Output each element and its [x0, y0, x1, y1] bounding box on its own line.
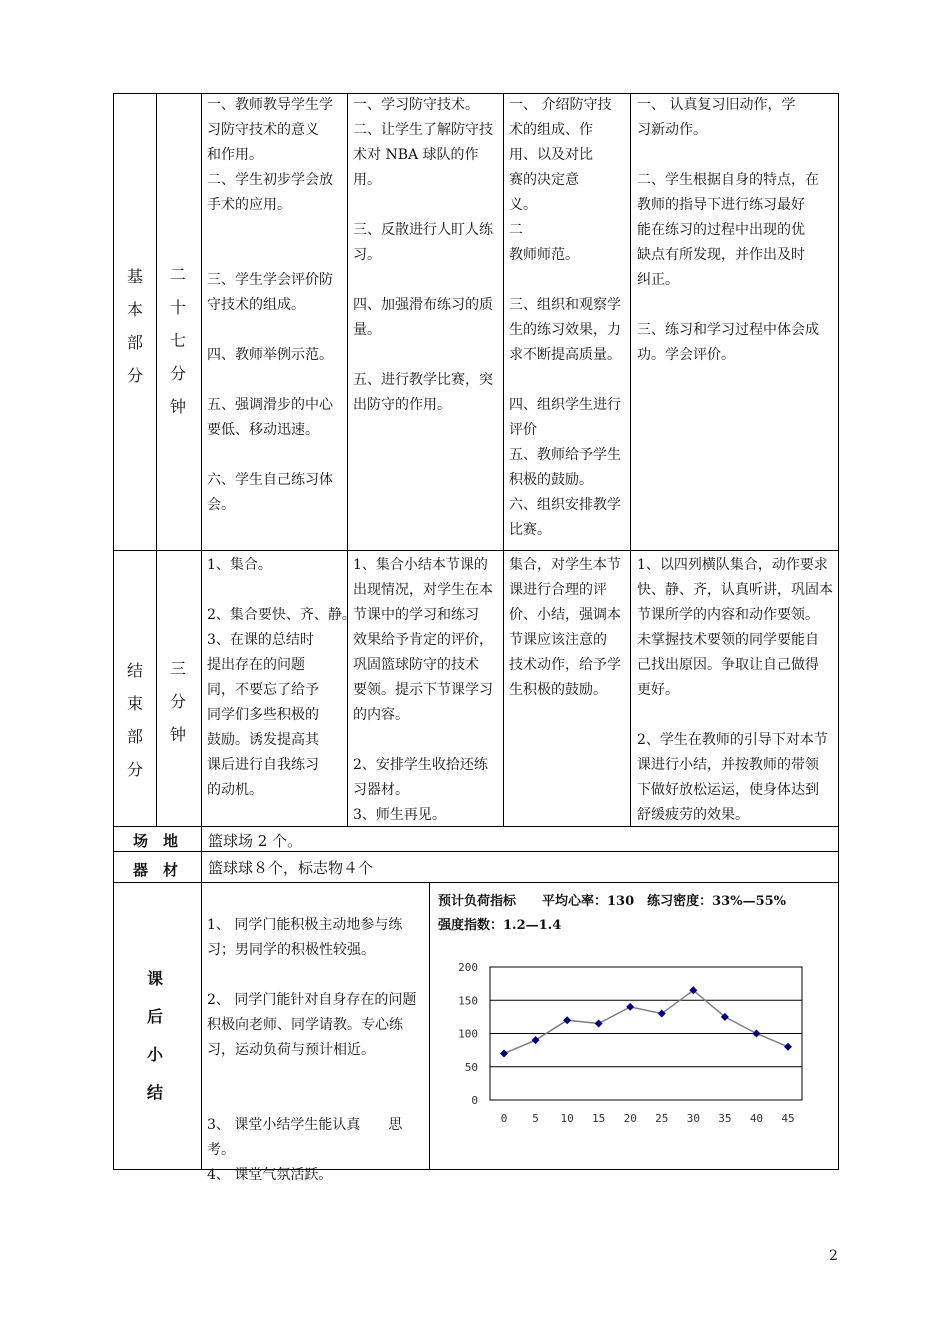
text-line: 3、在课的总结时 [207, 632, 314, 648]
data-point [595, 1020, 603, 1028]
text-line: 技术动作，给予学 [509, 657, 621, 673]
y-tick-label: 50 [464, 1060, 478, 1074]
text-line: 一、教师教导学生学 [207, 97, 333, 113]
text-line: 同，不要忘了给予 [207, 682, 319, 698]
text-line: 2、 同学门能针对自身存在的问题 [207, 992, 417, 1008]
text-line: 集合，对学生本节 [509, 557, 621, 573]
summary-text [207, 913, 416, 1188]
text-line: 1、 同学门能积极主动地参与练 [207, 917, 403, 933]
text-line: 己找出原因。争取让自己做得 [637, 657, 819, 673]
text-line: 求不断提高质量。 [509, 347, 621, 363]
text-line [353, 193, 493, 218]
text-line [207, 243, 333, 268]
text-line: 五、教师给予学生 [509, 447, 621, 463]
ending-student-methods [637, 553, 833, 828]
text-line: 一、学习防守技术。 [353, 97, 479, 113]
chart-header-line2: 强度指数：1.2—1.4 [438, 918, 562, 933]
x-tick-label: 30 [686, 1112, 700, 1125]
text-line: 纠正。 [637, 272, 679, 288]
text-line: 更好。 [637, 682, 679, 698]
summary-label: 课后小结 [146, 969, 163, 1102]
text-line [207, 318, 333, 343]
text-line: 用、以及对比 [509, 147, 593, 163]
basic-teacher-methods [509, 93, 621, 543]
text-line: 三、组织和观察学 [509, 297, 621, 313]
text-line: 要低、移动迅速。 [207, 422, 319, 438]
x-tick-label: 25 [655, 1112, 669, 1125]
text-line [207, 368, 333, 393]
text-line: 鼓励。诱发提高其 [207, 732, 319, 748]
text-line: 同学们多些积极的 [207, 707, 319, 723]
x-tick-label: 35 [718, 1112, 732, 1125]
text-line: 的动机。 [207, 782, 263, 798]
text-line [637, 703, 833, 728]
ending-teacher-methods [509, 553, 621, 703]
x-tick-label: 40 [749, 1112, 764, 1125]
text-line: 要领。提示下节课学习 [353, 682, 493, 698]
basic-student-methods [637, 93, 819, 368]
text-line: 五、进行教学比赛，突 [353, 372, 493, 388]
text-line: 节课应该注意的 [509, 632, 607, 648]
text-line: 比赛。 [509, 522, 551, 538]
y-tick-label: 0 [471, 1094, 478, 1107]
venue-label: 场 地 [133, 832, 179, 850]
data-point [626, 1003, 634, 1011]
ending-student-goals [353, 553, 493, 828]
text-line [207, 443, 333, 468]
text-line [509, 268, 621, 293]
text-line: 术对 NBA 球队的作 [353, 147, 479, 163]
text-line: 一、 介绍防守技 [509, 97, 612, 113]
text-line [207, 963, 416, 988]
heart-rate-chart [440, 955, 820, 1135]
text-line: 三、练习和学习过程中体会成 [637, 322, 819, 338]
text-line: 课后进行自我练习 [207, 757, 319, 773]
text-line: 生积极的鼓励。 [509, 682, 607, 698]
text-line [207, 218, 333, 243]
text-line: 1、集合。 [207, 557, 272, 573]
data-point [532, 1036, 540, 1044]
text-line: 1、以四列横队集合，动作要求 [637, 557, 828, 573]
text-line: 义。 [509, 197, 537, 213]
equipment-label: 器 材 [133, 861, 179, 879]
text-line: 习，运动负荷与预计相近。 [207, 1042, 375, 1058]
text-line: 四、教师举例示范。 [207, 347, 333, 363]
text-line: 巩固篮球防守的技术 [353, 657, 479, 673]
text-line: 教师的指导下进行练习最好 [637, 197, 805, 213]
text-line [353, 728, 493, 753]
text-line: 出现情况，对学生在本 [353, 582, 493, 598]
text-line: 评价 [509, 422, 537, 438]
text-line: 功。学会评价。 [637, 347, 735, 363]
y-tick-label: 150 [458, 994, 478, 1008]
text-line: 守技术的组成。 [207, 297, 305, 313]
text-line: 量。 [353, 322, 381, 338]
text-line: 的内容。 [353, 707, 409, 723]
text-line: 节课中的学习和练习 [353, 607, 479, 623]
text-line: 习；男同学的积极性较强。 [207, 942, 375, 958]
text-line: 2、学生在教师的引导下对本节 [637, 732, 828, 748]
text-line: 价、小结，强调本 [509, 607, 621, 623]
text-line: 课进行小结，并按教师的带领 [637, 757, 819, 773]
text-line: 出防守的作用。 [353, 397, 451, 413]
text-line: 和作用。 [207, 147, 263, 163]
text-line: 1、集合小结本节课的 [353, 557, 488, 573]
text-line: 舒缓疲劳的效果。 [637, 807, 749, 823]
basic-student-goals [353, 93, 493, 418]
text-line: 2、集合要快、齐、静。 [207, 607, 356, 623]
text-line [353, 343, 493, 368]
text-line: 习器材。 [353, 782, 409, 798]
text-line [207, 1088, 416, 1113]
text-line: 下做好放松运运，使身体达到 [637, 782, 819, 798]
text-line: 课进行合理的评 [509, 582, 607, 598]
text-line: 术的组成、作 [509, 122, 593, 138]
equipment-value: 篮球球８个，标志物４个 [208, 859, 374, 877]
x-tick-label: 5 [532, 1112, 539, 1125]
text-line: 习新动作。 [637, 122, 707, 138]
text-line: 生的练习效果，力 [509, 322, 621, 338]
text-line: 赛的决定意 [509, 172, 579, 188]
text-line [637, 293, 819, 318]
text-line: 二、学生根据自身的特点，在 [637, 172, 819, 188]
text-line: 六、学生自己练习体 [207, 472, 333, 488]
page-number: 2 [829, 1248, 838, 1264]
text-line: 2、安排学生收拾还练 [353, 757, 488, 773]
text-line: 未掌握技术要领的同学要能自 [637, 632, 819, 648]
text-line [207, 578, 356, 603]
basic-teacher-goals [207, 93, 333, 518]
text-line [353, 268, 493, 293]
y-tick-label: 100 [458, 1027, 478, 1041]
text-line: 习。 [353, 247, 381, 263]
y-tick-label: 200 [458, 961, 478, 974]
text-line: 能在练习的过程中出现的优 [637, 222, 805, 238]
text-line [509, 368, 621, 393]
text-line: 二、让学生了解防守技 [353, 122, 493, 138]
text-line: 考。 [207, 1142, 235, 1158]
text-line: 五、强调滑步的中心 [207, 397, 333, 413]
text-line: 会。 [207, 497, 235, 513]
text-line: 四、加强滑布练习的质 [353, 297, 493, 313]
text-line: 习防守技术的意义 [207, 122, 319, 138]
text-line [637, 143, 819, 168]
ending-time-label: 三分钟 [169, 659, 186, 744]
text-line: 三、反散进行人盯人练 [353, 222, 493, 238]
data-point [752, 1030, 760, 1038]
text-line: 积极向老师、同学请教。专心练 [207, 1017, 403, 1033]
text-line: 效果给予肯定的评价， [353, 632, 493, 648]
ending-teacher-goals [207, 553, 356, 803]
text-line: 3、 课堂小结学生能认真 思 [207, 1117, 403, 1133]
text-line [207, 1063, 416, 1088]
x-tick-label: 20 [623, 1112, 637, 1125]
text-line: 快、静、齐，认真听讲，巩固本 [637, 582, 833, 598]
text-line: 3、师生再见。 [353, 807, 446, 823]
text-line: 用。 [353, 172, 381, 188]
text-line: 积极的鼓励。 [509, 472, 593, 488]
basic-section-label: 基本部分 [126, 267, 143, 385]
text-line: 二 [509, 222, 523, 238]
data-point [563, 1016, 571, 1024]
x-tick-label: 0 [500, 1112, 508, 1125]
text-line: 一、 认真复习旧动作，学 [637, 97, 796, 113]
text-line: 二、学生初步学会放 [207, 172, 333, 188]
x-tick-label: 15 [592, 1112, 606, 1125]
text-line: 三、学生学会评价防 [207, 272, 333, 288]
text-line: 手术的应用。 [207, 197, 291, 213]
text-line: 六、组织安排教学 [509, 497, 621, 513]
text-line: 提出存在的问题 [207, 657, 305, 673]
venue-value: 篮球场 2 个。 [208, 832, 303, 850]
basic-time-label: 二十七分钟 [169, 265, 186, 416]
chart-header-line1: 预计负荷指标 平均心率：130 练习密度：33%—55% [438, 894, 787, 909]
text-line: 缺点有所发现，并作出及时 [637, 247, 805, 263]
text-line: 4、 课堂气氛活跃。 [207, 1167, 333, 1183]
text-line: 节课所学的内容和动作要领。 [637, 607, 819, 623]
x-tick-label: 10 [560, 1112, 574, 1125]
data-point [500, 1049, 508, 1057]
data-point [784, 1043, 792, 1051]
ending-section-label: 结束部分 [126, 661, 143, 779]
text-line: 教师师范。 [509, 247, 579, 263]
x-tick-label: 45 [781, 1112, 795, 1125]
text-line: 四、组织学生进行 [509, 397, 621, 413]
